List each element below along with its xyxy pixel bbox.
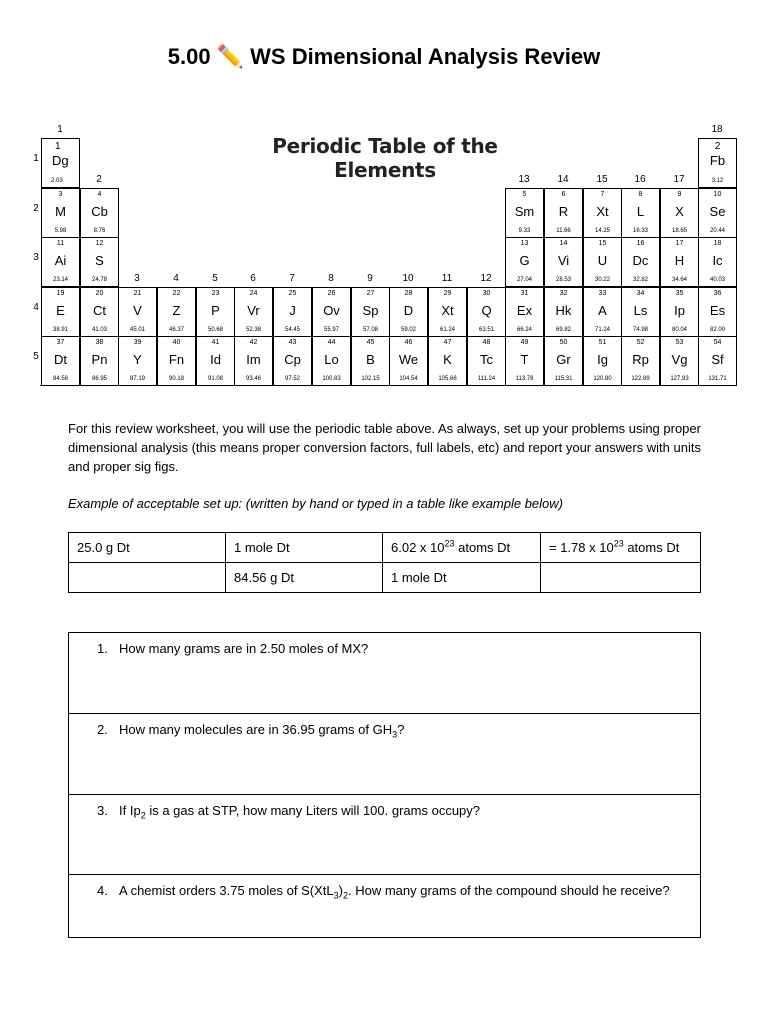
element-symbol: K xyxy=(443,352,452,367)
atomic-number: 6 xyxy=(561,191,566,198)
period-number: 5 xyxy=(33,351,39,362)
group-number: 13 xyxy=(518,174,530,185)
atomic-number: 9 xyxy=(677,191,682,198)
question-row xyxy=(69,795,701,875)
group-number: 8 xyxy=(328,273,334,284)
element-cell xyxy=(583,287,622,337)
atomic-number: 24 xyxy=(249,290,258,297)
element-cell xyxy=(157,336,196,386)
question-text-part: If Ip xyxy=(119,803,141,818)
element-cell xyxy=(273,336,312,386)
element-symbol: Dg xyxy=(52,153,69,168)
element-symbol: Dc xyxy=(632,253,649,268)
atomic-mass: 16.33 xyxy=(632,228,648,234)
element-symbol: Ig xyxy=(597,352,608,367)
element-symbol: Xt xyxy=(596,204,609,219)
atomic-number: 49 xyxy=(520,339,529,346)
element-cell xyxy=(312,287,351,337)
element-cell xyxy=(698,336,737,386)
element-symbol: Cp xyxy=(284,352,301,367)
element-cell xyxy=(196,287,235,337)
atomic-number: 8 xyxy=(638,191,643,198)
atomic-number: 42 xyxy=(249,339,258,346)
element-symbol: Tc xyxy=(480,352,493,367)
question-row xyxy=(69,714,701,795)
element-cell xyxy=(234,336,273,386)
atomic-mass: 55.97 xyxy=(323,327,339,333)
atomic-mass: 93.46 xyxy=(245,376,261,382)
question-text-part: A chemist orders 3.75 moles of S(XtL xyxy=(119,883,334,898)
element-symbol: S xyxy=(95,253,104,268)
question-text-part: is a gas at STP, how many Liters will 100. grams occupy? xyxy=(145,803,481,818)
example-cell xyxy=(69,533,226,563)
group-number: 2 xyxy=(96,174,102,185)
subscript: 2 xyxy=(342,890,348,901)
element-cell xyxy=(389,287,428,337)
element-cell xyxy=(312,336,351,386)
atomic-number: 20 xyxy=(95,290,104,297)
atomic-mass: 24.78 xyxy=(91,277,107,283)
example-value: 84.56 g Dt xyxy=(234,570,294,585)
atomic-mass: 100.83 xyxy=(322,376,341,382)
atomic-mass: 40.03 xyxy=(709,277,725,283)
table-row xyxy=(69,533,701,563)
atomic-mass: 54.45 xyxy=(284,327,300,333)
atomic-number: 52 xyxy=(636,339,645,346)
element-symbol: L xyxy=(636,204,645,219)
atomic-mass: 18.65 xyxy=(671,228,687,234)
atomic-number: 35 xyxy=(675,290,684,297)
element-cell xyxy=(80,237,119,287)
atomic-mass: 20.44 xyxy=(709,228,725,234)
page-title: 5.00 ✏️ WS Dimensional Analysis Review xyxy=(167,44,601,69)
atomic-number: 29 xyxy=(443,290,452,297)
example-label: Example of acceptable set up: (written by hand or typed in a table like example below) xyxy=(68,496,563,511)
group-number: 6 xyxy=(250,273,256,284)
element-symbol: We xyxy=(398,352,419,367)
example-setup-table xyxy=(68,532,701,593)
element-cell xyxy=(505,336,544,386)
element-cell xyxy=(41,336,80,386)
element-symbol: Im xyxy=(246,352,261,367)
atomic-mass: 71.24 xyxy=(594,327,610,333)
group-number: 3 xyxy=(134,273,140,284)
element-cell xyxy=(544,188,583,238)
element-symbol: Ov xyxy=(323,303,340,318)
question-number: 1. xyxy=(97,641,108,656)
element-symbol: Dt xyxy=(54,352,67,367)
atomic-number: 27 xyxy=(366,290,375,297)
atomic-number: 36 xyxy=(713,290,722,297)
element-symbol: H xyxy=(674,253,685,268)
example-value: 6.02 x 10 xyxy=(391,540,445,555)
element-cell xyxy=(467,287,506,337)
table-cut-edge xyxy=(40,385,737,389)
atomic-mass: 63.51 xyxy=(478,327,494,333)
element-cell xyxy=(467,336,506,386)
atomic-mass: 86.95 xyxy=(91,376,107,382)
atomic-number: 37 xyxy=(56,339,65,346)
atomic-mass: 50.68 xyxy=(207,327,223,333)
atomic-mass: 9.33 xyxy=(518,228,531,234)
example-cell xyxy=(541,563,701,593)
atomic-number: 14 xyxy=(559,240,568,247)
atomic-mass: 46.37 xyxy=(168,327,184,333)
atomic-mass: 5.98 xyxy=(54,228,67,234)
atomic-number: 5 xyxy=(522,191,527,198)
element-cell xyxy=(505,188,544,238)
element-symbol: Y xyxy=(133,352,142,367)
atomic-number: 19 xyxy=(56,290,65,297)
atomic-number: 21 xyxy=(133,290,142,297)
atomic-number: 2 xyxy=(714,141,721,152)
questions-table xyxy=(68,632,701,938)
atomic-mass: 27.04 xyxy=(516,277,532,283)
example-value: atoms Dt xyxy=(623,540,680,555)
group-number: 7 xyxy=(289,273,295,284)
exponent: 23 xyxy=(613,538,624,549)
atomic-mass: 69.82 xyxy=(555,327,571,333)
example-cell xyxy=(383,533,541,563)
atomic-mass: 45.01 xyxy=(129,327,145,333)
atomic-mass: 82.00 xyxy=(709,327,725,333)
atomic-mass: 57.08 xyxy=(362,327,378,333)
atomic-mass: 90.18 xyxy=(168,376,184,382)
element-symbol: Pn xyxy=(91,352,108,367)
atomic-number: 13 xyxy=(520,240,529,247)
element-cell xyxy=(351,336,390,386)
atomic-number: 54 xyxy=(713,339,722,346)
element-cell xyxy=(698,138,737,188)
element-cell xyxy=(660,287,699,337)
atomic-mass: 3.12 xyxy=(711,178,724,184)
question-cell[interactable] xyxy=(69,795,701,875)
atomic-number: 1 xyxy=(55,141,61,152)
subscript: 3 xyxy=(392,729,398,740)
atomic-number: 28 xyxy=(404,290,413,297)
example-cell xyxy=(69,563,226,593)
element-cell xyxy=(389,336,428,386)
question-number: 2. xyxy=(97,722,108,737)
period-number: 1 xyxy=(33,153,39,164)
atomic-mass: 32.82 xyxy=(632,277,648,283)
element-cell xyxy=(698,287,737,337)
group-number: 14 xyxy=(557,174,569,185)
element-symbol: Vi xyxy=(557,253,570,268)
element-cell xyxy=(583,188,622,238)
element-symbol: Ai xyxy=(54,253,67,268)
atomic-number: 17 xyxy=(675,240,684,247)
atomic-number: 25 xyxy=(288,290,297,297)
atomic-number: 26 xyxy=(327,290,336,297)
element-symbol: V xyxy=(133,303,142,318)
element-cell xyxy=(621,336,660,386)
example-value: 1 mole Dt xyxy=(234,540,290,555)
element-cell xyxy=(621,237,660,287)
period-number: 4 xyxy=(33,302,39,313)
atomic-mass: 34.64 xyxy=(671,277,687,283)
element-symbol: Vg xyxy=(671,352,688,367)
element-symbol: Ic xyxy=(712,253,723,268)
atomic-mass: 52.38 xyxy=(245,327,261,333)
instructions-paragraph: For this review worksheet, you will use the periodic table above. As always, set up your problems using proper dimensional analysis (this means proper conversion factors, full labels, etc) and report your answers with units and proper sig figs. xyxy=(68,421,701,474)
element-cell xyxy=(544,237,583,287)
group-number: 16 xyxy=(634,174,646,185)
atomic-number: 11 xyxy=(56,240,65,247)
atomic-number: 15 xyxy=(598,240,607,247)
element-cell xyxy=(698,237,737,287)
question-text-part: . How many grams of the compound should he receive? xyxy=(347,883,670,898)
element-cell xyxy=(351,287,390,337)
table-row xyxy=(69,563,701,593)
atomic-number: 22 xyxy=(172,290,181,297)
question-number: 4. xyxy=(97,883,108,898)
atomic-mass: 80.04 xyxy=(671,327,687,333)
element-cell xyxy=(660,237,699,287)
atomic-number: 32 xyxy=(559,290,568,297)
element-symbol: Ex xyxy=(516,303,533,318)
element-cell xyxy=(118,287,157,337)
atomic-mass: 127.93 xyxy=(670,376,689,382)
element-cell xyxy=(80,287,119,337)
example-value: 1 mole Dt xyxy=(391,570,447,585)
element-cell xyxy=(428,287,467,337)
question-text-part: ? xyxy=(397,722,405,737)
atomic-mass: 2.03 xyxy=(51,178,63,184)
atomic-number: 16 xyxy=(636,240,645,247)
element-cell xyxy=(118,336,157,386)
example-value: 25.0 g Dt xyxy=(77,540,130,555)
example-cell xyxy=(541,533,701,563)
atomic-mass: 23.14 xyxy=(52,277,68,283)
question-text xyxy=(119,722,680,740)
atomic-mass: 66.24 xyxy=(516,327,532,333)
element-cell xyxy=(505,287,544,337)
example-cell xyxy=(226,563,383,593)
group-number: 17 xyxy=(673,174,685,185)
atomic-mass: 61.24 xyxy=(439,327,455,333)
atomic-number: 33 xyxy=(598,290,607,297)
atomic-number: 41 xyxy=(211,339,220,346)
element-cell xyxy=(583,237,622,287)
atomic-number: 10 xyxy=(713,191,722,198)
element-cell xyxy=(80,336,119,386)
question-text: How many grams are in 2.50 moles of MX? xyxy=(119,641,369,656)
question-text-part: ) xyxy=(338,883,343,898)
atomic-mass: 28.53 xyxy=(555,277,571,283)
example-value: = 1.78 x 10 xyxy=(549,540,614,555)
atomic-mass: 102.15 xyxy=(361,376,380,382)
atomic-number: 50 xyxy=(559,339,568,346)
atomic-mass: 105.66 xyxy=(438,376,457,382)
atomic-number: 40 xyxy=(172,339,181,346)
atomic-mass: 111.24 xyxy=(477,376,496,382)
atomic-number: 51 xyxy=(598,339,607,346)
atomic-number: 47 xyxy=(443,339,452,346)
element-symbol: Gr xyxy=(556,352,571,367)
atomic-number: 18 xyxy=(713,240,722,247)
question-number: 3. xyxy=(97,803,108,818)
atomic-mass: 38.91 xyxy=(52,327,68,333)
atomic-number: 34 xyxy=(636,290,645,297)
question-cell[interactable] xyxy=(69,714,701,795)
atomic-number: 12 xyxy=(95,240,104,247)
atomic-mass: 104.54 xyxy=(399,376,418,382)
atomic-mass: 59.02 xyxy=(400,327,416,333)
atomic-mass: 41.03 xyxy=(91,327,107,333)
element-symbol: X xyxy=(675,204,684,219)
atomic-number: 45 xyxy=(366,339,375,346)
element-cell xyxy=(544,336,583,386)
atomic-mass: 11.66 xyxy=(556,228,571,234)
element-symbol: Fn xyxy=(168,352,185,367)
group-number: 9 xyxy=(367,273,373,284)
element-symbol: Sm xyxy=(514,204,535,219)
question-text xyxy=(119,803,680,821)
element-cell xyxy=(428,336,467,386)
atomic-number: 4 xyxy=(97,191,102,198)
atomic-mass: 115.31 xyxy=(554,376,573,382)
element-symbol: G xyxy=(519,253,530,268)
atomic-number: 48 xyxy=(482,339,491,346)
element-cell xyxy=(157,287,196,337)
element-symbol: M xyxy=(55,204,66,219)
element-symbol: J xyxy=(289,303,296,318)
element-symbol: P xyxy=(211,303,220,318)
element-cell xyxy=(196,336,235,386)
atomic-mass: 120.80 xyxy=(593,376,612,382)
element-symbol: Vr xyxy=(247,303,260,318)
element-symbol: Ct xyxy=(93,303,106,318)
element-cell xyxy=(583,336,622,386)
element-symbol: R xyxy=(558,204,569,219)
element-cell xyxy=(273,287,312,337)
element-symbol: Fb xyxy=(709,153,726,168)
element-symbol: Cb xyxy=(91,204,108,219)
atomic-mass: 30.22 xyxy=(594,277,610,283)
atomic-number: 43 xyxy=(288,339,297,346)
element-symbol: D xyxy=(403,303,414,318)
element-symbol: Sp xyxy=(362,303,379,318)
element-symbol: E xyxy=(56,303,65,318)
group-number: 5 xyxy=(212,273,218,284)
group-number: 10 xyxy=(402,273,414,284)
element-cell xyxy=(621,287,660,337)
group-number: 12 xyxy=(480,273,492,284)
question-text-part: How many molecules are in 36.95 grams of GH xyxy=(119,722,393,737)
group-number: 1 xyxy=(57,124,63,135)
element-symbol: Sf xyxy=(711,352,724,367)
example-value: atoms Dt xyxy=(454,540,511,555)
element-cell xyxy=(41,237,80,287)
atomic-number: 39 xyxy=(133,339,142,346)
element-symbol: Es xyxy=(709,303,726,318)
period-number: 3 xyxy=(33,252,39,263)
element-symbol: Se xyxy=(709,204,726,219)
element-cell xyxy=(41,287,80,337)
question-cell[interactable] xyxy=(69,875,701,938)
element-symbol: Id xyxy=(210,352,221,367)
subscript: 2 xyxy=(140,810,146,821)
group-number: 15 xyxy=(596,174,608,185)
element-cell xyxy=(698,188,737,238)
atomic-mass: 84.56 xyxy=(52,376,68,382)
example-cell xyxy=(226,533,383,563)
group-number: 4 xyxy=(173,273,179,284)
atomic-number: 44 xyxy=(327,339,336,346)
element-cell xyxy=(660,336,699,386)
element-symbol: Z xyxy=(172,303,181,318)
element-cell xyxy=(234,287,273,337)
element-symbol: Ip xyxy=(674,303,685,318)
atomic-number: 23 xyxy=(211,290,220,297)
atomic-number: 46 xyxy=(404,339,413,346)
question-row xyxy=(69,633,701,714)
atomic-mass: 122.89 xyxy=(631,376,650,382)
atomic-number: 53 xyxy=(675,339,684,346)
atomic-number: 38 xyxy=(95,339,104,346)
atomic-number: 30 xyxy=(482,290,491,297)
atomic-mass: 14.25 xyxy=(594,228,610,234)
atomic-number: 7 xyxy=(600,191,605,198)
element-symbol: Ls xyxy=(633,303,648,318)
period-number: 2 xyxy=(33,203,39,214)
element-cell xyxy=(544,287,583,337)
atomic-mass: 74.98 xyxy=(632,327,648,333)
element-symbol: T xyxy=(520,352,529,367)
element-symbol: Xt xyxy=(441,303,454,318)
element-cell xyxy=(660,188,699,238)
element-symbol: Rp xyxy=(632,352,649,367)
atomic-mass: 131.71 xyxy=(708,376,727,382)
exponent: 23 xyxy=(444,538,455,549)
group-number: 11 xyxy=(441,273,453,284)
element-symbol: B xyxy=(366,352,375,367)
question-cell[interactable] xyxy=(69,633,701,714)
atomic-mass: 8.76 xyxy=(93,228,106,234)
periodic-table-title: Periodic Table of the Elements xyxy=(272,134,498,182)
element-cell xyxy=(505,237,544,287)
element-symbol: Q xyxy=(481,303,492,318)
atomic-mass: 113.78 xyxy=(515,376,534,382)
atomic-number: 31 xyxy=(520,290,529,297)
element-cell xyxy=(621,188,660,238)
question-text xyxy=(119,883,680,901)
atomic-mass: 87.19 xyxy=(129,376,145,382)
atomic-mass: 97.52 xyxy=(284,376,300,382)
atomic-mass: 91.08 xyxy=(207,376,223,382)
group-number: 18 xyxy=(711,124,723,135)
subscript: 3 xyxy=(333,890,339,901)
element-symbol: A xyxy=(598,303,607,318)
element-symbol: Hk xyxy=(555,303,572,318)
atomic-number: 3 xyxy=(58,191,63,198)
element-cell xyxy=(41,138,80,188)
element-cell xyxy=(41,188,80,238)
element-symbol: Lo xyxy=(324,352,339,367)
element-symbol: U xyxy=(597,253,608,268)
question-row xyxy=(69,875,701,938)
element-cell xyxy=(80,188,119,238)
example-cell xyxy=(383,563,541,593)
